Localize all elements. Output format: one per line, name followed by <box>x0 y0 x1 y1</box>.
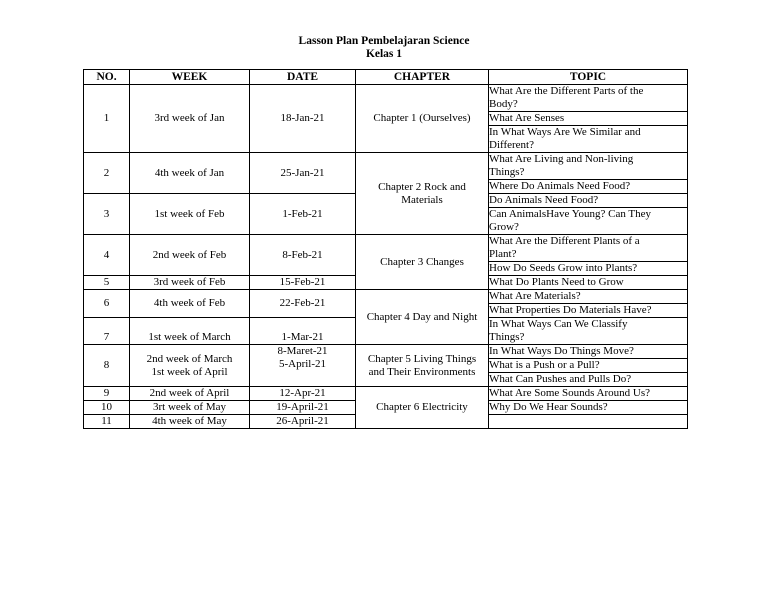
row-date: 18-Jan-21 <box>250 85 356 153</box>
table-row <box>84 153 688 180</box>
row-week: 3rd week of Jan <box>130 85 250 153</box>
row-date: 26-April-21 <box>250 415 356 429</box>
table-row <box>84 345 688 359</box>
row-week <box>130 345 250 387</box>
date-line: 5-April-21 <box>278 358 327 370</box>
row-no: 8 <box>84 345 130 387</box>
row-no: 7 <box>84 318 130 345</box>
topic-cell: What Do Plants Need to Grow <box>489 276 688 290</box>
row-week: 1st week of March <box>130 318 250 345</box>
chapter-line: and Their Environments <box>368 365 476 378</box>
week-line: 2nd week of March <box>146 352 233 365</box>
row-date: 8-Feb-21 <box>250 235 356 276</box>
header-date: DATE <box>250 70 356 85</box>
lesson-plan-table <box>83 69 688 429</box>
topic-cell: What Are Some Sounds Around Us? <box>489 387 688 401</box>
document-subtitle: Kelas 1 <box>365 48 403 60</box>
row-no: 9 <box>84 387 130 401</box>
topic-cell <box>489 318 688 345</box>
date-line: 8-Maret-21 <box>277 345 328 357</box>
topic-cell: Do Animals Need Food? <box>489 194 688 208</box>
topic-cell: What Can Pushes and Pulls Do? <box>489 373 688 387</box>
row-no: 6 <box>84 290 130 318</box>
row-week: 3rd week of Feb <box>130 276 250 290</box>
table-row <box>84 290 688 304</box>
table-header-row <box>84 70 688 85</box>
topic-line: Different? <box>489 139 534 151</box>
chapter-cell: Chapter 4 Day and Night <box>356 290 489 345</box>
row-week: 3rt week of May <box>130 401 250 415</box>
row-date: 1-Feb-21 <box>250 194 356 235</box>
topic-cell <box>489 153 688 180</box>
topic-cell <box>489 208 688 235</box>
row-date: 12-Apr-21 <box>250 387 356 401</box>
topic-cell <box>489 415 688 429</box>
row-week: 1st week of Feb <box>130 194 250 235</box>
header-no: NO. <box>84 70 130 85</box>
chapter-cell: Chapter 3 Changes <box>356 235 489 290</box>
topic-cell <box>489 235 688 262</box>
topic-line: Body? <box>489 98 518 110</box>
table-row <box>84 85 688 112</box>
topic-line: Plant? <box>489 248 517 260</box>
header-topic: TOPIC <box>489 70 688 85</box>
topic-line: Can AnimalsHave Young? Can They <box>489 208 652 220</box>
row-week: 2nd week of Feb <box>130 235 250 276</box>
row-no: 11 <box>84 415 130 429</box>
topic-cell: What Are Senses <box>489 112 688 126</box>
row-week: 4th week of Jan <box>130 153 250 194</box>
topic-cell <box>489 85 688 112</box>
document-title: Lasson Plan Pembelajaran Science <box>298 35 470 47</box>
row-week: 4th week of May <box>130 415 250 429</box>
table-row <box>84 235 688 262</box>
row-no: 10 <box>84 401 130 415</box>
row-week: 4th week of Feb <box>130 290 250 318</box>
row-date: 19-April-21 <box>250 401 356 415</box>
row-date: 15-Feb-21 <box>250 276 356 290</box>
chapter-line: Chapter 5 Living Things <box>367 352 477 365</box>
row-date: 22-Feb-21 <box>250 290 356 318</box>
topic-line: What Are Living and Non-living <box>489 153 634 165</box>
header-week: WEEK <box>130 70 250 85</box>
row-date <box>250 345 356 387</box>
row-date: 25-Jan-21 <box>250 153 356 194</box>
chapter-cell <box>356 153 489 235</box>
chapter-cell <box>356 345 489 387</box>
row-no: 5 <box>84 276 130 290</box>
chapter-line: Materials <box>401 193 443 206</box>
topic-line: Things? <box>489 331 525 343</box>
topic-line: Things? <box>489 166 525 178</box>
row-no: 1 <box>84 85 130 153</box>
row-date: 1-Mar-21 <box>250 318 356 345</box>
row-no: 4 <box>84 235 130 276</box>
chapter-line: Chapter 2 Rock and <box>378 180 466 193</box>
topic-cell: What is a Push or a Pull? <box>489 359 688 373</box>
row-no: 2 <box>84 153 130 194</box>
topic-line: Grow? <box>489 221 519 233</box>
topic-cell: Where Do Animals Need Food? <box>489 180 688 194</box>
chapter-cell: Chapter 6 Electricity <box>356 387 489 429</box>
topic-cell: In What Ways Do Things Move? <box>489 345 688 359</box>
topic-cell: What Are Materials? <box>489 290 688 304</box>
row-week: 2nd week of April <box>130 387 250 401</box>
week-line: 1st week of April <box>151 365 228 378</box>
row-no: 3 <box>84 194 130 235</box>
topic-line: In What Ways Can We Classify <box>489 318 628 330</box>
topic-cell: What Properties Do Materials Have? <box>489 304 688 318</box>
topic-line: What Are the Different Plants of a <box>489 235 640 247</box>
topic-line: In What Ways Are We Similar and <box>489 126 641 138</box>
header-chapter: CHAPTER <box>356 70 489 85</box>
chapter-cell: Chapter 1 (Ourselves) <box>356 85 489 153</box>
table-row <box>84 387 688 401</box>
topic-cell <box>489 126 688 153</box>
topic-line: What Are the Different Parts of the <box>489 85 644 97</box>
topic-cell: How Do Seeds Grow into Plants? <box>489 262 688 276</box>
topic-cell: Why Do We Hear Sounds? <box>489 401 688 415</box>
